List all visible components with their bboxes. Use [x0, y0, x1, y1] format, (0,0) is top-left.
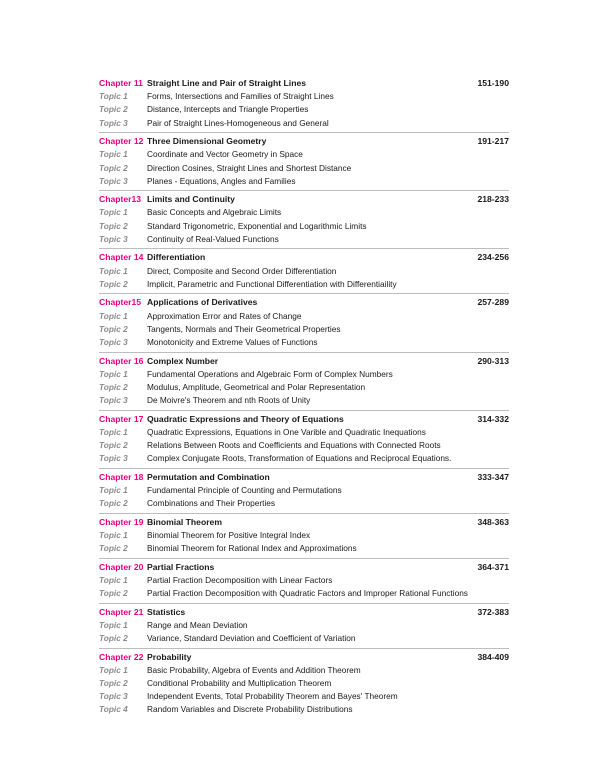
- chapter-row: [99, 77, 509, 90]
- chapter-title: Differentiation: [147, 252, 206, 263]
- topic-label: Topic 2: [99, 162, 128, 173]
- topic-label: Topic 1: [99, 207, 128, 218]
- chapter-title: Probability: [147, 651, 192, 662]
- chapter-pages: 290-313: [477, 355, 509, 366]
- chapter-row: [99, 516, 509, 529]
- topic-label: Topic 2: [99, 498, 128, 509]
- topic-row: [99, 103, 509, 116]
- topic-title: Forms, Intersections and Families of Straight Lines: [147, 91, 334, 102]
- topic-title: Random Variables and Discrete Probability Distributions: [147, 704, 353, 715]
- chapter-pages: 234-256: [477, 252, 509, 263]
- chapter-label: Chapter13: [99, 194, 142, 205]
- topic-label: Topic 1: [99, 529, 128, 540]
- chapter-title: Permutation and Combination: [147, 471, 270, 482]
- topic-label: Topic 3: [99, 336, 128, 347]
- topic-label: Topic 2: [99, 677, 128, 688]
- topic-label: Topic 3: [99, 453, 128, 464]
- topic-label: Topic 2: [99, 633, 128, 644]
- chapter-block: [99, 648, 509, 717]
- chapter-pages: 218-233: [477, 194, 509, 205]
- topic-title: Partial Fraction Decomposition with Linear Factors: [147, 574, 333, 585]
- chapter-block: [99, 513, 509, 556]
- topic-row: [99, 452, 509, 465]
- topic-row: [99, 664, 509, 677]
- topic-row: [99, 175, 509, 188]
- chapter-title: Straight Line and Pair of Straight Lines: [147, 78, 307, 88]
- topic-label: Topic 3: [99, 691, 128, 702]
- topic-row: [99, 542, 509, 555]
- chapter-label: Chapter 20: [99, 561, 144, 572]
- chapter-label: Chapter 11: [99, 78, 143, 88]
- chapter-row: [99, 413, 509, 426]
- topic-row: [99, 336, 509, 349]
- topic-title: Coordinate and Vector Geometry in Space: [147, 149, 303, 160]
- topic-title: Planes - Equations, Angles and Families: [147, 175, 296, 186]
- topic-label: Topic 1: [99, 574, 128, 585]
- chapter-row: [99, 561, 509, 574]
- chapter-title: Partial Fractions: [147, 561, 215, 572]
- topic-label: Topic 2: [99, 323, 128, 334]
- topic-label: Topic 4: [99, 704, 128, 715]
- topic-label: Topic 2: [99, 278, 128, 289]
- topic-label: Topic 1: [99, 619, 128, 630]
- topic-title: Monotonicity and Extreme Values of Functions: [147, 336, 318, 347]
- chapter-title: Limits and Continuity: [147, 194, 235, 205]
- topic-label: Topic 2: [99, 381, 128, 392]
- chapter-label: Chapter 22: [99, 651, 144, 662]
- topic-label: Topic 1: [99, 664, 128, 675]
- chapter-label: Chapter 12: [99, 136, 144, 147]
- topic-title: Continuity of Real-Valued Functions: [147, 233, 279, 244]
- topic-row: [99, 381, 509, 394]
- topic-row: [99, 310, 509, 323]
- chapter-block: [99, 248, 509, 291]
- chapter-row: [99, 193, 509, 206]
- topic-title: Fundamental Principle of Counting and Permutations: [147, 484, 342, 495]
- topic-row: [99, 368, 509, 381]
- chapter-row: [99, 135, 509, 148]
- topic-title: Distance, Intercepts and Triangle Properties: [147, 104, 309, 115]
- topic-row: [99, 703, 509, 716]
- chapter-pages: 314-332: [477, 413, 509, 424]
- topic-title: Partial Fraction Decomposition with Quadratic Factors and Improper Rational Functions: [147, 588, 468, 599]
- chapter-block: [99, 75, 509, 130]
- chapter-pages: 333-347: [477, 471, 509, 482]
- chapter-block: [99, 132, 509, 188]
- chapter-row: [99, 296, 509, 309]
- chapter-pages: 364-371: [477, 561, 509, 572]
- topic-row: [99, 90, 509, 103]
- topic-row: [99, 439, 509, 452]
- topic-title: Standard Trigonometric, Exponential and Logarithmic Limits: [147, 220, 367, 231]
- topic-label: Topic 2: [99, 440, 128, 451]
- topic-row: [99, 162, 509, 175]
- topic-label: Topic 1: [99, 310, 128, 321]
- chapter-pages: 372-383: [477, 606, 509, 617]
- topic-row: [99, 220, 509, 233]
- topic-label: Topic 1: [99, 368, 128, 379]
- chapter-label: Chapter 18: [99, 471, 144, 482]
- topic-row: [99, 484, 509, 497]
- topic-title: Binomial Theorem for Positive Integral Index: [147, 529, 311, 540]
- topic-title: Conditional Probability and Multiplication Theorem: [147, 677, 332, 688]
- topic-row: [99, 278, 509, 291]
- chapter-label: Chapter15: [99, 297, 142, 308]
- chapter-row: [99, 606, 509, 619]
- topic-title: Modulus, Amplitude, Geometrical and Polar Representation: [147, 381, 366, 392]
- chapter-block: [99, 352, 509, 408]
- topic-row: [99, 117, 509, 130]
- topic-label: Topic 1: [99, 426, 128, 437]
- topic-row: [99, 265, 509, 278]
- topic-label: Topic 3: [99, 233, 128, 244]
- topic-row: [99, 497, 509, 510]
- chapter-title: Binomial Theorem: [147, 516, 222, 527]
- topic-label: Topic 2: [99, 220, 128, 231]
- topic-label: Topic 3: [99, 117, 128, 128]
- chapter-label: Chapter 19: [99, 516, 144, 527]
- topic-label: Topic 1: [99, 91, 128, 102]
- topic-label: Topic 3: [99, 175, 128, 186]
- topic-row: [99, 690, 509, 703]
- chapter-row: [99, 651, 509, 664]
- topic-title: Complex Conjugate Roots, Transformation of Equations and Reciprocal Equations.: [147, 453, 452, 464]
- topic-row: [99, 632, 509, 645]
- chapter-block: [99, 410, 509, 466]
- topic-label: Topic 1: [99, 149, 128, 160]
- topic-title: Implicit, Parametric and Functional Differentiation with Differentiaility: [147, 278, 397, 289]
- topic-title: Approximation Error and Rates of Change: [147, 310, 302, 321]
- chapter-row: [99, 251, 509, 264]
- topic-row: [99, 206, 509, 219]
- topic-title: Pair of Straight Lines-Homogeneous and General: [147, 117, 329, 128]
- topic-label: Topic 3: [99, 395, 128, 406]
- topic-row: [99, 148, 509, 161]
- chapter-title: Complex Number: [147, 355, 219, 366]
- chapter-row: [99, 355, 509, 368]
- chapter-block: [99, 603, 509, 646]
- chapter-title: Statistics: [147, 606, 186, 617]
- chapter-block: [99, 293, 509, 349]
- chapter-label: Chapter 17: [99, 413, 144, 424]
- topic-row: [99, 677, 509, 690]
- chapter-block: [99, 190, 509, 246]
- topic-label: Topic 1: [99, 265, 128, 276]
- chapter-row: [99, 471, 509, 484]
- topic-row: [99, 529, 509, 542]
- chapter-pages: 151-190: [477, 78, 509, 88]
- chapter-pages: 348-363: [477, 516, 509, 527]
- topic-label: Topic 1: [99, 484, 128, 495]
- chapter-pages: 384-409: [477, 651, 509, 662]
- topic-label: Topic 2: [99, 588, 128, 599]
- topic-row: [99, 574, 509, 587]
- topic-title: Binomial Theorem for Rational Index and Approximations: [147, 543, 357, 554]
- chapter-label: Chapter 14: [99, 252, 144, 263]
- topic-title: Quadratic Expressions, Equations in One Varible and Quadratic Inequations: [147, 426, 426, 437]
- topic-title: Combinations and Their Properties: [147, 498, 276, 509]
- topic-title: Relations Between Roots and Coefficients and Equations with Connected Roots: [147, 440, 441, 451]
- topic-row: [99, 233, 509, 246]
- topic-title: Basic Probability, Algebra of Events and Addition Theorem: [147, 664, 361, 675]
- chapter-title: Quadratic Expressions and Theory of Equations: [147, 413, 344, 424]
- topic-title: Range and Mean Deviation: [147, 619, 248, 630]
- topic-title: Basic Concepts and Algebraic Limits: [147, 207, 282, 218]
- topic-title: Fundamental Operations and Algebraic Form of Complex Numbers: [147, 368, 393, 379]
- topic-title: Tangents, Normals and Their Geometrical Properties: [147, 323, 341, 334]
- topic-title: De Moivre's Theorem and nth Roots of Unity: [147, 395, 311, 406]
- topic-row: [99, 394, 509, 407]
- chapter-label: Chapter 21: [99, 606, 144, 617]
- topic-row: [99, 619, 509, 632]
- topic-title: Direction Cosines, Straight Lines and Shortest Distance: [147, 162, 352, 173]
- chapter-pages: 257-289: [477, 297, 509, 308]
- topic-label: Topic 2: [99, 543, 128, 554]
- table-of-contents: [99, 75, 509, 719]
- chapter-block: [99, 468, 509, 511]
- topic-row: [99, 587, 509, 600]
- topic-row: [99, 426, 509, 439]
- chapter-label: Chapter 16: [99, 355, 144, 366]
- chapter-title: Applications of Derivatives: [147, 297, 258, 308]
- topic-label: Topic 2: [99, 104, 128, 115]
- topic-title: Independent Events, Total Probability Theorem and Bayes' Theorem: [147, 691, 398, 702]
- topic-title: Variance, Standard Deviation and Coefficient of Variation: [147, 633, 356, 644]
- topic-title: Direct, Composite and Second Order Differentiation: [147, 265, 337, 276]
- chapter-title: Three Dimensional Geometry: [147, 136, 267, 147]
- chapter-block: [99, 558, 509, 601]
- chapter-pages: 191-217: [477, 136, 509, 147]
- topic-row: [99, 323, 509, 336]
